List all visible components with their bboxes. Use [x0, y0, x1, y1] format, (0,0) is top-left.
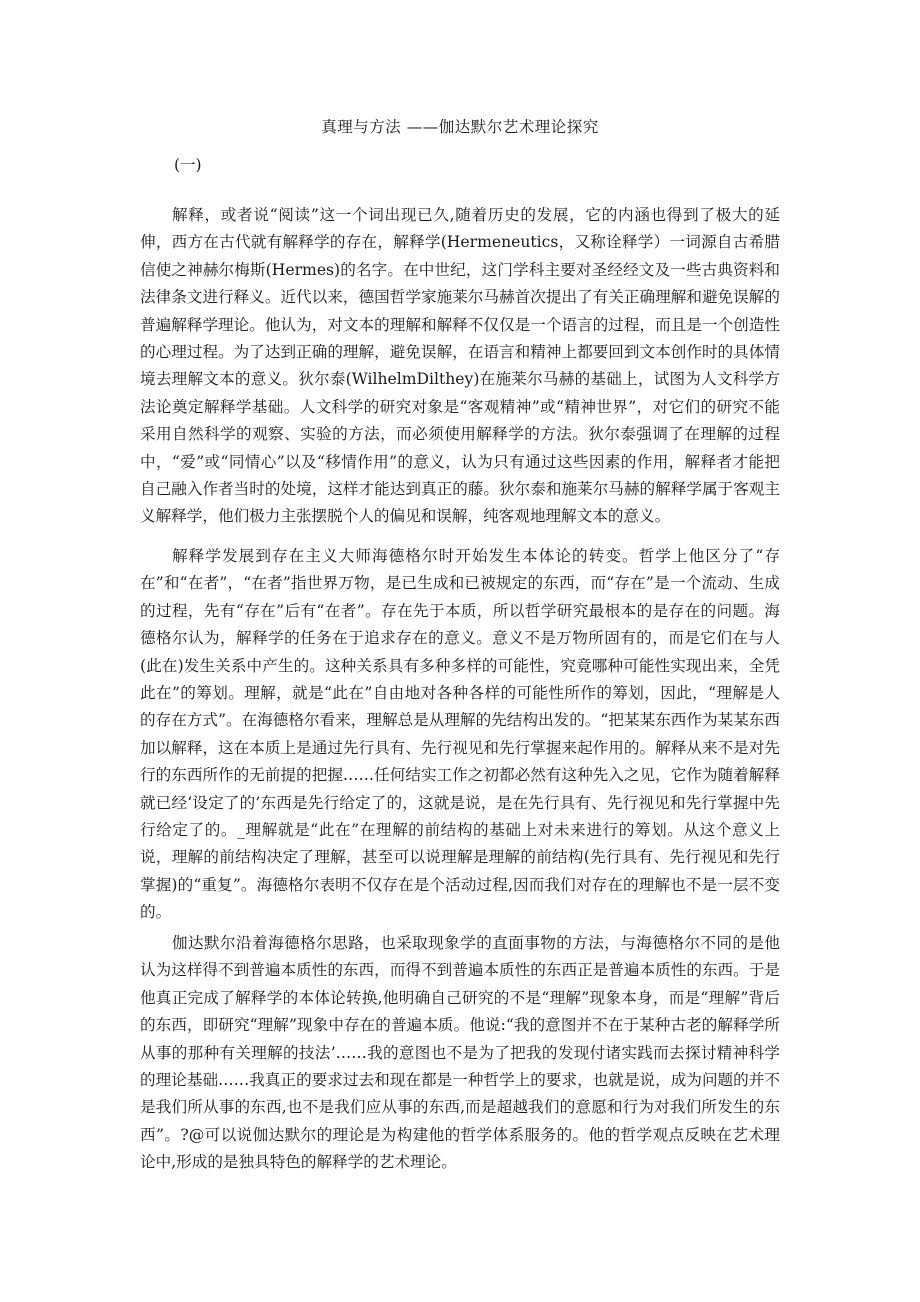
paragraph-2: 解释学发展到存在主义大师海德格尔时开始发生本体论的转变。哲学上他区分了“存在”和“在者”，“在者”指世界万物，是已生成和已被规定的东西，而“存在”是一个流动、生成的过程，先有“存在”后有“在者”。存在先于本质，所以哲学研究最根本的是存在的问题。海德格尔认为，解释学的任务在于追求存在的意义。意义不是万物所固有的，而是它们在与人(此在)发生关系中产生的。这种关系具有多种多样的可能性，究竟哪种可能性实现出来，全凭此在”的筹划。理解，就是“此在”自由地对各种各样的可能性所作的筹划，因此，“理解是人的存在方式”。在海德格尔看来，理解总是从理解的先结构出发的。“把某某东西作为某某东西加以解释，这在本质上是通过先行具有、先行视见和先行掌握来起作用的。解释从来不是对先行的东西所作的无前提的把握……任何结实工作之初都必然有这种先入之见，它作为随着解释就已经‘设定了的’东西是先行给定了的，这就是说，是在先行具有、先行视见和先行掌握中先行给定了的。_理解就是“此在”在理解的前结构的基础上对未来进行的筹划。从这个意义上说，理解的前结构决定了理解，甚至可以说理解是理解的前结构(先行具有、先行视见和先行掌握)的“重复”。海德格尔表明不仅存在是个活动过程,因而我们对存在的理解也不是一层不变的。 [140, 547, 780, 922]
paragraph-1: 解释，或者说“阅读”这一个词出现已久,随着历史的发展，它的内涵也得到了极大的延伸，西方在古代就有解释学的存在，解释学(Hermeneutics，又称诠释学）一词源自古希腊信使之神赫尔梅斯(Hermes)的名字。在中世纪，这门学科主要对圣经经文及一些古典资料和法律条文进行释义。近代以来，德国哲学家施莱尔马赫首次提出了有关正确理解和避免误解的普遍解释学理论。他认为，对文本的理解和解释不仅仅是一个语言的过程，而且是一个创造性的心理过程。为了达到正确的理解，避免误解，在语言和精神上都要回到文本创作时的具体情境去理解文本的意义。狄尔泰(WilhelmDilthey)在施莱尔马赫的基础上，试图为人文科学方法论奠定解释学基础。人文科学的研究对象是“客观精神”或“精神世界”，对它们的研究不能采用自然科学的观察、实验的方法，而必须使用解释学的方法。狄尔泰强调了在理解的过程中，“爱”或“同情心”以及“移情作用”的意义，认为只有通过这些因素的作用，解释者才能把自己融入作者当时的处境，这样才能达到真正的藤。狄尔泰和施莱尔马赫的解释学属于客观主义解释学，他们极力主张摆脱个人的偏见和误解，纯客观地理解文本的意义。 [140, 206, 780, 526]
document-title: 真理与方法 ——伽达默尔艺术理论探究 [321, 118, 599, 136]
paragraph-3: 伽达默尔沿着海德格尔思路，也采取现象学的直面事物的方法，与海德格尔不同的是他认为这样得不到普遍本质性的东西，而得不到普遍本质性的东西正是普遍本质性的东西。于是他真正完成了解释学的本体论转换,他明确自己研究的不是“理解”现象本身，而是“理解”背后的东西，即研究“理解”现象中存在的普遍本质。他说:“我的意图并不在于某种古老的解释学所从事的那种有关理解的技法’……我的意图也不是为了把我的发现付诸实践而去探讨精神科学的理论基础……我真正的要求过去和现在都是一种哲学上的要求，也就是说，成为问题的并不是我们所从事的东西,也不是我们应从事的东西,而是超越我们的意愿和行为对我们所发生的东西”。?@可以说伽达默尔的理论是为构建他的哲学体系服务的。他的哲学观点反映在艺术理论中,形成的是独具特色的解释学的艺术理论。 [140, 934, 780, 1172]
section-label: (一) [174, 156, 202, 174]
